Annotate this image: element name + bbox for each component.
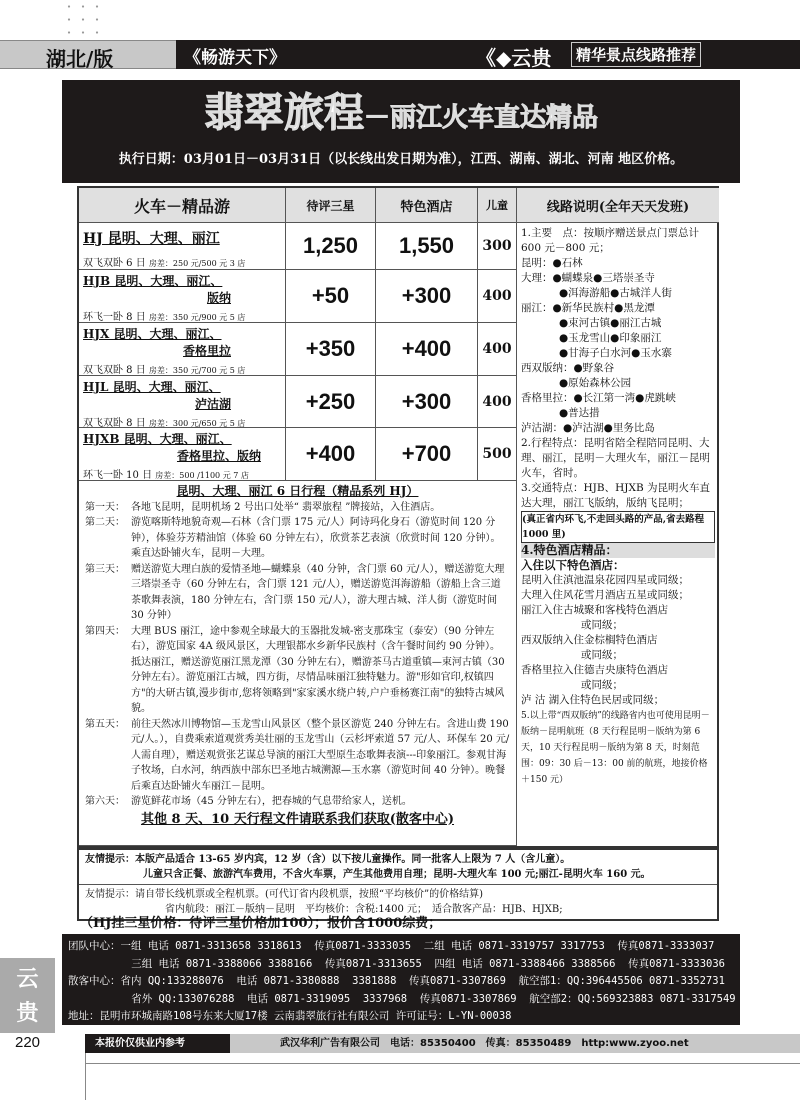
address-line: 地址：昆明市环城南路108号东来大厦17楼 云南翡翠旅行社有限公司 许可证号：L-YN-00038 bbox=[68, 1010, 512, 1022]
header-hotel: 特色酒店 bbox=[376, 188, 478, 223]
contact-line: 散客中心：省内 QQ:133288076 电话 0871-3380888 3381888 传真0871-3307869 航空部1：QQ:396445506 0871-3352731 bbox=[68, 975, 725, 987]
divider bbox=[85, 1053, 86, 1100]
header-child: 儿童 bbox=[478, 188, 517, 223]
route-note: 丽江：●新华民族村●黑龙潭 bbox=[521, 302, 655, 314]
itinerary-day bbox=[85, 717, 510, 795]
days: 环飞一卧 8 日 bbox=[83, 312, 146, 323]
decorative-dots bbox=[62, 0, 102, 38]
header-route-notes: 线路说明(全年天天发班) bbox=[517, 188, 719, 223]
publisher-info: 武汉华利广告有限公司 电话：85350400 传真：85350489 http:www.zyoo.net bbox=[230, 1034, 800, 1053]
route-note: 香格里拉入住德吉央康特色酒店 bbox=[521, 664, 668, 676]
header-three-star: 待评三星 bbox=[286, 188, 376, 223]
divider bbox=[85, 1063, 800, 1064]
route-note: 昆明：●石林 bbox=[521, 257, 583, 269]
days: 双飞双卧 8 日 bbox=[83, 365, 146, 376]
hj-price-note: （HJ挂三星价格：待评三星价格加100）；报价含1000综费； bbox=[80, 916, 442, 931]
route-note: 大理：●蝴蝶泉●三塔崇圣寺 bbox=[521, 272, 655, 284]
days: 双飞双卧 8 日 bbox=[83, 418, 146, 429]
tip-text: 友情提示：本版产品适合 13-65 岁内宾，12 岁（含）以下按儿童操作。同一批客人上限为 7 人（含儿童）。 bbox=[85, 854, 571, 865]
itinerary-day bbox=[85, 500, 510, 516]
room-diff: 房差：350 元/900 元 5 店 bbox=[148, 313, 246, 322]
route-note: ●束河古镇●丽江古城 bbox=[559, 317, 662, 329]
disclaimer: 本报价仅供业内参考 bbox=[85, 1034, 230, 1053]
day-text: 游览喀斯特地貌奇观—石林（含门票 175 元/人）阿诗玛化身石（游览时间 120 分钟），体验芬芳精油馆（体验 60 分钟左右），欣赏茶艺表演（欣赏时间 120 分钟）。乘直达卧铺火车，昆明－大理。 bbox=[131, 517, 501, 559]
route-note: 昆明入住滇池温泉花园四星或同级； bbox=[521, 574, 689, 586]
header-bar bbox=[176, 40, 800, 69]
side-char: 云 bbox=[16, 966, 39, 992]
route-name: HJ 昆明、大理、丽江 bbox=[83, 231, 220, 247]
contact-line: 团队中心：一组 电话 0871-3313658 3318613 传真0871-3333035 二组 电话 0871-3319757 3317753 传真0871-3333037 bbox=[68, 940, 715, 952]
route-name: HJL 昆明、大理、丽江、 bbox=[83, 380, 221, 394]
table-row-product bbox=[79, 428, 286, 481]
three-star-price: +250 bbox=[286, 376, 376, 428]
edition-label-bar bbox=[0, 40, 176, 69]
side-char: 贵 bbox=[16, 1000, 39, 1026]
region-tab bbox=[0, 958, 55, 1033]
edition-label: 湖北/版 bbox=[46, 47, 114, 71]
room-diff: 房差：500 /1100 元 7 店 bbox=[155, 471, 249, 480]
route-note: 泸沽湖：●泸沽湖●里务比岛 bbox=[521, 422, 655, 434]
child-price: 500 bbox=[478, 428, 517, 481]
hotel-price: 1,550 bbox=[376, 223, 478, 270]
table-row-product bbox=[79, 270, 286, 323]
days: 双飞双卧 6 日 bbox=[83, 258, 146, 269]
route-note: ●普达措 bbox=[559, 407, 600, 419]
three-star-price: +350 bbox=[286, 323, 376, 376]
hotel-price: +300 bbox=[376, 376, 478, 428]
itinerary-day bbox=[85, 794, 510, 810]
child-price: 400 bbox=[478, 270, 517, 323]
route-note: 西双版纳：●野象谷 bbox=[521, 362, 615, 374]
room-diff: 房差：350 元/700 元 5 店 bbox=[148, 366, 246, 375]
contact-line: 三组 电话 0871-3388066 3388166 传真0871-3313655 四组 电话 0871-3388466 3388566 传真0871-3333036 bbox=[68, 957, 726, 970]
route-duration bbox=[83, 466, 281, 481]
child-price: 400 bbox=[478, 323, 517, 376]
route-note: 入住以下特色酒店： bbox=[521, 558, 625, 572]
day-text: 前往天然冰川博物馆—玉龙雪山风景区（整个景区游览 240 分钟左右。含进山费 190 元/人。），自费乘索道观赏秀美壮丽的玉龙雪山（云杉坪索道 57 元/人、环保车 20 元/人需自理），赠送观赏张艺谋总导演的丽江大型原生态歌舞表演---印象丽江。参观甘海子牧场，白水河，纳西族中部东巴圣地古城溯源—玉水寨（游览时间 40 分钟）。晚餐后乘直达卧铺火车丽江－昆明。 bbox=[131, 718, 510, 792]
hotel-price: +400 bbox=[376, 323, 478, 376]
three-star-price: +400 bbox=[286, 428, 376, 481]
tip-text: 省内航段：丽江－版纳－昆明 平均核价：含税:1400 元； 适合散客产品：HJB、HJXB; bbox=[165, 904, 563, 915]
day-label: 第三天： bbox=[85, 563, 125, 575]
route-name-cont: 版纳 bbox=[206, 291, 231, 305]
route-note: 或同级； bbox=[581, 649, 623, 661]
route-name: HJX 昆明、大理、丽江、 bbox=[83, 327, 222, 341]
day-label: 第一天： bbox=[85, 501, 125, 513]
route-note: 香格里拉：●长江第一湾●虎跳峡 bbox=[521, 392, 676, 404]
date-range: 执行日期：03月01日－03月31日（以长线出发日期为准），江西、湖南、湖北、河南 地区价格。 bbox=[118, 152, 684, 167]
table-row-product bbox=[79, 376, 286, 428]
tip-text: 友情提示：请自带长线机票或全程机票。(可代订省内段机票，按照“平均核价”的价格结算) bbox=[85, 889, 484, 900]
day-label: 第四天： bbox=[85, 625, 125, 637]
contact-panel bbox=[62, 934, 740, 1025]
itinerary-day bbox=[85, 515, 510, 562]
child-price: 300 bbox=[478, 223, 517, 270]
route-note: 5.以上带“西双版纳”的线路省内也可使用昆明－版纳－昆明航班（8 天行程昆明－版纳为第 6 天，10 天行程昆明－版纳为第 8 天，时刻范围：09：30 后－13：00 前的航班，地接价格＋150 元） bbox=[521, 711, 710, 785]
title-sub: －丽江火车直达精品 bbox=[363, 103, 598, 133]
price-table bbox=[77, 186, 719, 848]
route-duration bbox=[83, 414, 281, 429]
day-text: 大理 BUS 丽江，途中参观全球最大的玉器批发城-密支那珠宝（泰安）（90 分钟左右），游览国家 4A 级风景区，大理银都水乡新华民族村（含午餐时间约 90 分钟）。抵达丽江，赠送游览丽江黑龙潭（30 分钟左右），赠游茶马古道重镇—束河古镇（30 分钟左右）。游览丽江古城，四方街，尽情品味丽江独特魅力。游"形如官印,权镇四方"的大研古镇,漫步街市,您将领略到"家家溪水绕户转,户户垂杨赛江南"的独特古城风貌。 bbox=[131, 625, 505, 714]
route-note: 1.主要 点：按顺序赠送景点门票总计 600 元－800 元； bbox=[521, 227, 700, 254]
route-name: HJB 昆明、大理、丽江、 bbox=[83, 274, 223, 288]
route-name: HJXB 昆明、大理、丽江、 bbox=[83, 432, 232, 446]
route-notes bbox=[517, 223, 719, 846]
title-main: 翡翠旅程 bbox=[203, 89, 364, 136]
route-note: 泸 沽 湖入住特色民居或同级； bbox=[521, 694, 665, 706]
route-name-cont: 香格里拉、版纳 bbox=[176, 449, 261, 463]
route-note: 或同级； bbox=[581, 619, 623, 631]
route-note: ●洱海游船●古城洋人街 bbox=[559, 287, 672, 299]
table-row-product bbox=[79, 223, 286, 270]
route-note: ●甘海子白水河●玉水寨 bbox=[559, 347, 672, 359]
route-note: 西双版纳入住金棕榈特色酒店 bbox=[521, 634, 658, 646]
day-label: 第六天： bbox=[85, 796, 125, 807]
route-name-cont: 香格里拉 bbox=[182, 344, 231, 358]
room-diff: 房差：250 元/500 元 3 店 bbox=[148, 259, 246, 268]
tip-text: 儿童只含正餐、旅游汽车费用，不含火车票，产生其他费用自理；昆明-大理火车 100 元;丽江-昆明火车 160 元。 bbox=[143, 869, 651, 880]
route-note: 2.行程特点：昆明省陪全程陪同昆明、大理、丽江，昆明－大理火车，丽江－昆明火车，省时。 bbox=[521, 437, 710, 479]
contact-line: 省外 QQ:133076288 电话 0871-3319095 3337968 传真0871-3307869 航空部2：QQ:569323883 0871-3317549 bbox=[68, 992, 736, 1005]
three-star-price: 1,250 bbox=[286, 223, 376, 270]
route-note: 丽江入住古城聚和客栈特色酒店 bbox=[521, 604, 668, 616]
route-note: 4.特色酒店精品： bbox=[521, 543, 715, 558]
slogan: 精华景点线路推荐 bbox=[571, 42, 701, 67]
route-duration bbox=[83, 308, 281, 323]
days: 环飞一卧 10 日 bbox=[83, 470, 153, 481]
more-itineraries: 其他 8 天、10 天行程文件请联系我们获取(散客中心) bbox=[140, 811, 455, 827]
day-text: 赠送游览大理白族的爱情圣地—蝴蝶泉（40 分钟，含门票 60 元/人），赠送游览大理三塔崇圣寺（60 分钟左右，含门票 121 元/人），赠送游览洱海游船（游船上含三道茶歌舞表演，180 分钟左右，含门票 150 元/人），游大理古城、洋人街（游览时间 30 分钟） bbox=[131, 563, 505, 621]
brand-logo: 《◆云贵 bbox=[476, 46, 552, 70]
day-text: 各地飞昆明，昆明机场 2 号出口处举“ 翡翠旅程 ”牌接站，入住酒店。 bbox=[131, 501, 441, 513]
three-star-price: +50 bbox=[286, 270, 376, 323]
hotel-price: +300 bbox=[376, 270, 478, 323]
page-title bbox=[62, 88, 740, 143]
route-duration bbox=[83, 361, 281, 376]
route-note: ●玉龙雪山●印象丽江 bbox=[559, 332, 662, 344]
route-note: 或同级； bbox=[581, 679, 623, 691]
child-price: 400 bbox=[478, 376, 517, 428]
itinerary-day bbox=[85, 562, 510, 624]
itinerary-day bbox=[85, 624, 510, 717]
route-note: (真正省内环飞,不走回头路的产品,省去路程 1000 里) bbox=[521, 511, 715, 543]
page-number: 220 bbox=[15, 1034, 41, 1051]
child-tip bbox=[79, 850, 717, 885]
tips-box bbox=[77, 848, 719, 921]
header-product: 火车－精品游 bbox=[79, 188, 286, 223]
day-label: 第五天： bbox=[85, 718, 125, 730]
column-name: 《畅游天下》 bbox=[184, 48, 286, 68]
route-duration bbox=[83, 254, 281, 269]
table-row-product bbox=[79, 323, 286, 376]
day-text: 游览鲜花市场（45 分钟左右），把春城的气息带给家人，送机。 bbox=[131, 796, 412, 807]
hotel-price: +700 bbox=[376, 428, 478, 481]
route-note: 3.交通特点：HJB、HJXB 为昆明火车直达大理，丽江飞版纳，版纳飞昆明； bbox=[521, 482, 710, 509]
title-panel bbox=[62, 80, 740, 183]
room-diff: 房差：300 元/650 元 5 店 bbox=[148, 419, 246, 428]
route-note: 大理入住风花雪月酒店五星或同级； bbox=[521, 589, 689, 601]
route-note: ●原始森林公园 bbox=[559, 377, 632, 389]
itinerary-title: 昆明、大理、丽江 6 日行程（精品系列 HJ） bbox=[176, 484, 419, 498]
route-name-cont: 泸沽湖 bbox=[194, 397, 231, 411]
itinerary bbox=[79, 481, 517, 846]
day-label: 第二天： bbox=[85, 517, 125, 528]
